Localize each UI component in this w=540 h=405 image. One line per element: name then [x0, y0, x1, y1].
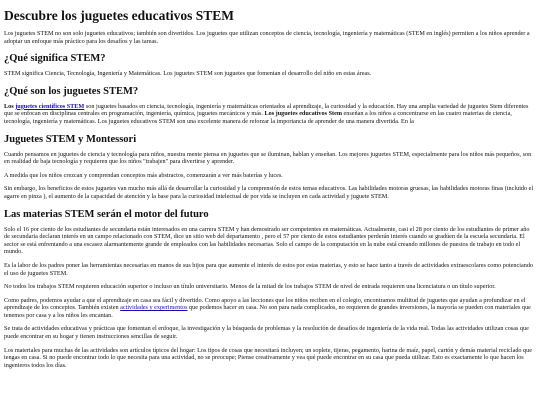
paragraph: Sin embargo, los beneficios de estos juguetes van mucho más allá de desarrollar la curiosidad y la comprensión de estos temas educativos. Las habilidades motoras gruesas, las habilidades motoras finas (incluido el agarre en pinza ), el aumento de la capacidad de atención y la base para la curiosidad intelectual de por vida se incluyen en cada actividad y juguete STEM. — [4, 185, 534, 200]
paragraph — [4, 297, 536, 320]
paragraph-text: son juguetes basados en ciencia, tecnología, ingeniería y matemáticas orientados al aprendizaje, la curiosidad y la educación. Hay una amplia variedad de juguetes Stem diferentes que se enfocan en disciplinas centrales en programación, ingeniería, química, juguetes mecánicos y más. — [4, 102, 529, 118]
section-heading-que-significa: ¿Qué significa STEM? — [4, 53, 106, 65]
paragraph — [4, 103, 536, 126]
paragraph: Es la labor de los padres poner las herramientas necesarias en manos de sus hijos para que aumente el interés de estos por estas materias, y esto se hace tanto a través de actividades extraescolares como potenciando el uso de juguetes STEM. — [4, 261, 534, 277]
paragraph-text: que podemos hacer en casa. No son para nada complicados, no requieren de grandes inversiones, la mayoría se pueden con materiales que tenemos por casa y a los niños les encantan. — [4, 304, 531, 319]
paragraph: STEM significa Ciencia, Tecnología, Ingeniería y Matemáticas. Los juguetes STEM son juguetes que fomentan el desarrollo del niño en estas áreas. — [4, 70, 372, 78]
paragraph: No todos los trabajos STEM requieren educación superior o incluso un título universitario. Menos de la mitad de los trabajos STEM de nivel de entrada requieren una licenciatura o un título superior. — [4, 283, 496, 291]
paragraph: Solo el 16 por ciento de los estudiantes de secundaria están interesados en una carrera STEM y han demostrado ser competentes en matemáticas. Actualmente, casi el 28 por ciento de los estudiantes de primer año de secundaria declaran interés en un campo relacionado con STEM, dice un sitio web del departamento , pero el 57 por ciento de estos estudiantes perderán interés cuando se gradúen de la escuela secundaria. El sector se está enfrentando a una escasez alarmantemente grande de empleados con las habilidades necesarias. Solo el campo de la computación en la nube está creando millones de puestos de trabajo en todo el mundo. — [4, 225, 530, 256]
paragraph-text: Los — [4, 102, 16, 110]
paragraph: Cuando pensamos en juguetes de ciencia y tecnología para niños, nuestra mente piensa en juguetes que se iluminan, hablan y enseñan. Los mejores juguetes STEM, especialmente para los niños más pequeños, son en realidad de baja tecnología y requieren que los niños "trabajen" para divertirse y aprender. — [4, 150, 532, 166]
section-heading-futuro: Las materias STEM serán el motor del futuro — [4, 208, 209, 220]
paragraph-text: enseñan a los niños a concentrarse en las cuatro materias de ciencia, tecnología, ingeniería y matemáticas. Los juguetes educativos STEM son una excelente manera de reforzar la importancia de aprender de una manera divertida. En la — [4, 110, 512, 125]
intro-paragraph: Los juguetes STEM no son solo juguetes educativos; también son divertidos. Los juguetes que utilizan conceptos de ciencia, tecnología, ingeniería y matemáticas (STEM en inglés) permiten a los niños aprender a adoptar un enfoque más práctico para los desafíos y las tareas. — [4, 30, 530, 45]
paragraph: Se trata de actividades educativas y prácticas que fomentan el enfoque, la investigación y la búsqueda de problemas y la resolución de desafíos de ingeniería de la vida real. Todas las actividades utilizan cosas que puede encontrar en su hogar y tienen instrucciones sencillas de seguir. — [4, 325, 529, 341]
bold-text: Los juguetes educativos Stem — [264, 110, 342, 118]
section-heading-que-son: ¿Qué son los juguetes STEM? — [4, 85, 139, 97]
link-juguetes-cientificos[interactable]: juguetes científicos STEM — [15, 102, 85, 110]
page-title: Descubre los juguetes educativos STEM — [4, 8, 235, 23]
paragraph: A medida que los niños crezcan y comprendan conceptos más abstractos, comenzarán a ver más baterías y luces. — [4, 171, 283, 179]
section-heading-montessori: Juguetes STEM y Montessori — [4, 133, 137, 145]
link-actividades-experimentos[interactable]: actividades y experimentos — [120, 304, 188, 312]
paragraph: Los materiales para muchas de las actividades son artículos típicos del hogar: Los tipos de cosas que necesitará incluyen; un soplete, tijeras, pegamento, harina de maíz, papel, cartón y demás material reciclado que tengas en casa. Si no puede encontrar todo lo que necesita para una actividad, no se preocupe; Piense creativamente y vea qué puede encontrar en su casa que pueda utilizar. Esto es exactamente lo que hacen los ingenieros todos los días. — [4, 346, 532, 369]
paragraph-text: Como padres, podemos ayudar a que el aprendizaje en casa sea fácil y divertido. Como apoyo a las lecciones que los niños reciben en el colegio, encontramos multitud de juguetes que ayudan a profundizar en el aprendizaje de los conceptos. También existen — [4, 296, 526, 312]
